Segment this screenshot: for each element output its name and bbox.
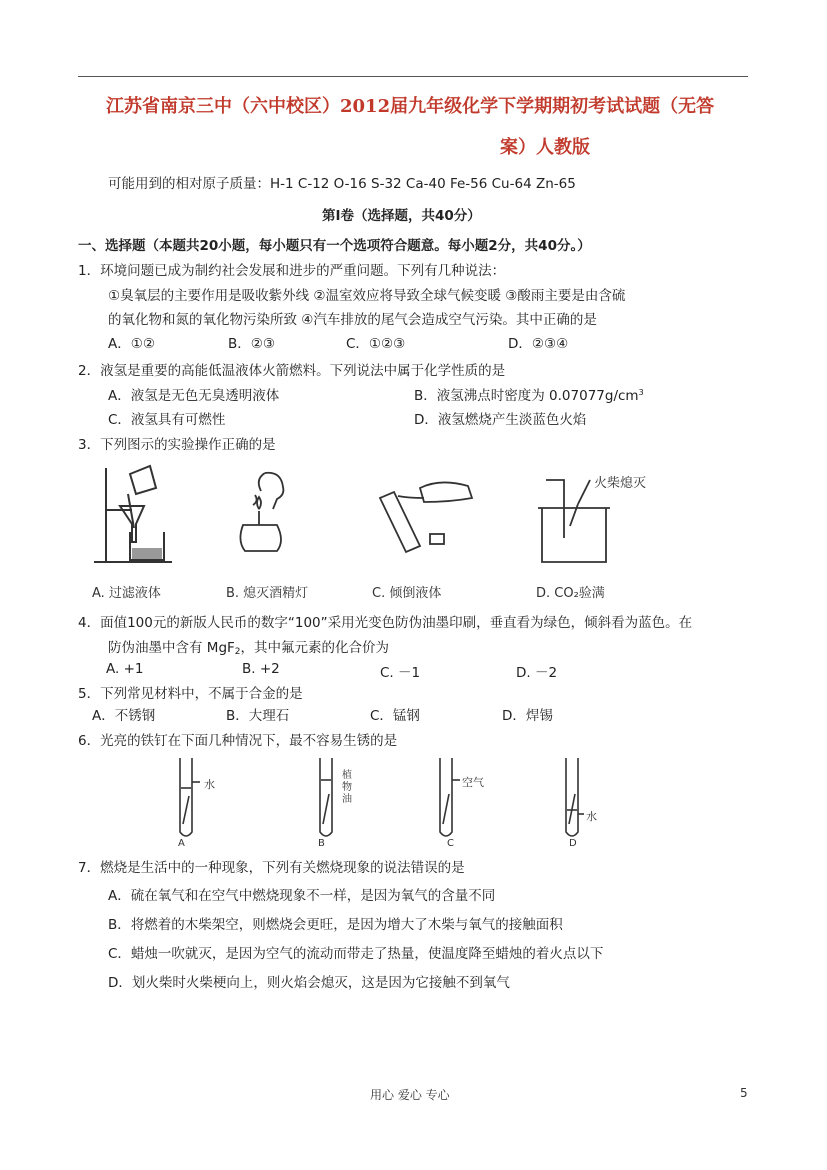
q3-label-d: D. CO₂验满 [536,586,605,601]
tube-c-letter: C [447,838,454,849]
tube-c-label: 空气 [462,776,484,789]
match-out-note: 火柴熄灭 [594,476,647,491]
q2-stem: 2．液氢是重要的高能低温液体火箭燃料。下列说法中属于化学性质的是 [78,363,506,379]
tube-a-label: 水 [204,778,215,791]
pouring-liquid-figure [360,468,500,558]
q2-option-d: D．液氢燃烧产生淡蓝色火焰 [414,412,587,428]
q4-option-a: A. +1 [106,661,144,677]
q5-option-b: B．大理石 [226,708,290,724]
tube-d-letter: D [569,838,577,849]
q4-stem-line1: 4．面值100元的新版人民币的数字“100”采用光变色防伪油墨印刷，垂直看为绿色，倾斜看为蓝色。在 [78,615,693,631]
q4-option-d: D. －2 [516,665,558,681]
q1-option-d: D．②③④ [508,336,569,352]
test-tubes-figure [170,752,610,852]
tube-a-letter: A [178,838,185,849]
q7-option-c: C．蜡烛一吹就灭，是因为空气的流动而带走了热量，使温度降至蜡烛的着火点以下 [108,946,604,962]
q7-option-d: D．划火柴时火柴梗向上，则火焰会熄灭，这是因为它接触不到氧气 [108,975,510,991]
q1-statements-line2: 的氧化物和氮的氧化物污染所致 ④汽车排放的尾气会造成空气污染。其中正确的是 [108,312,597,328]
q3-stem: 3．下列图示的实验操作正确的是 [78,437,276,453]
q6-stem: 6．光亮的铁钉在下面几种情况下，最不容易生锈的是 [78,733,398,749]
q7-option-a: A．硫在氧气和在空气中燃烧现象不一样，是因为氧气的含量不同 [108,888,496,904]
q4-stem-line2: 防伪油墨中含有 MgF$_2$，其中氟元素的化合价为 [108,640,390,657]
q2-option-b: B．液氢沸点时密度为 $0.07077g/cm^3$ [414,388,644,404]
q2-option-a: A．液氢是无色无臭透明液体 [108,388,280,404]
q7-option-b: B．将燃着的木柴架空，则燃烧会更旺，是因为增大了木柴与氧气的接触面积 [108,917,563,933]
atomic-masses: 可能用到的相对原子质量：H-1 C-12 O-16 S-32 Ca-40 Fe-56 Cu-64 Zn-65 [108,176,576,192]
alcohol-lamp-figure [225,465,305,565]
q5-option-a: A．不锈钢 [92,708,156,724]
header-rule [78,76,748,77]
filtration-figure [92,458,182,576]
q4-option-c: C. －1 [380,665,421,681]
q3-label-a: A. 过滤液体 [92,586,161,601]
part1-heading: 一、选择题（本题共20小题，每小题只有一个选项符合题意。每小题2分，共40分。） [78,238,591,254]
q3-label-b: B. 熄灭酒精灯 [226,586,309,601]
doc-title-line1: 江苏省南京三中（六中校区）2012届九年级化学下学期期初考试试题（无答 [106,96,715,117]
section-title: 第Ⅰ卷（选择题，共40分） [322,208,481,224]
q4-option-b: B. +2 [242,661,280,677]
q1-stem: 1．环境问题已成为制约社会发展和进步的严重问题。下列有几种说法： [78,263,506,279]
tube-b-letter: B [318,838,325,849]
footer-motto: 用心 爱心 专心 [370,1088,450,1102]
q1-option-c: C．①②③ [346,336,406,352]
q5-stem: 5．下列常见材料中，不属于合金的是 [78,686,303,702]
q5-option-d: D．焊锡 [502,708,553,724]
q2-option-c: C．液氢具有可燃性 [108,412,226,428]
tube-d-label: 水 [586,810,597,823]
q7-stem: 7．燃烧是生活中的一种现象，下列有关燃烧现象的说法错误的是 [78,860,465,876]
q1-option-a: A．①② [108,336,155,352]
q5-option-c: C．锰钢 [370,708,420,724]
q1-statements-line1: ①臭氧层的主要作用是吸收紫外线 ②温室效应将导致全球气候变暖 ③酸雨主要是由含硫 [108,288,626,304]
page-number: 5 [740,1086,748,1100]
q3-label-c: C. 倾倒液体 [372,586,442,601]
q1-option-b: B．②③ [228,336,275,352]
tube-b-label: 植物油 [342,770,352,805]
doc-title-line2: 案）人教版 [500,137,590,158]
